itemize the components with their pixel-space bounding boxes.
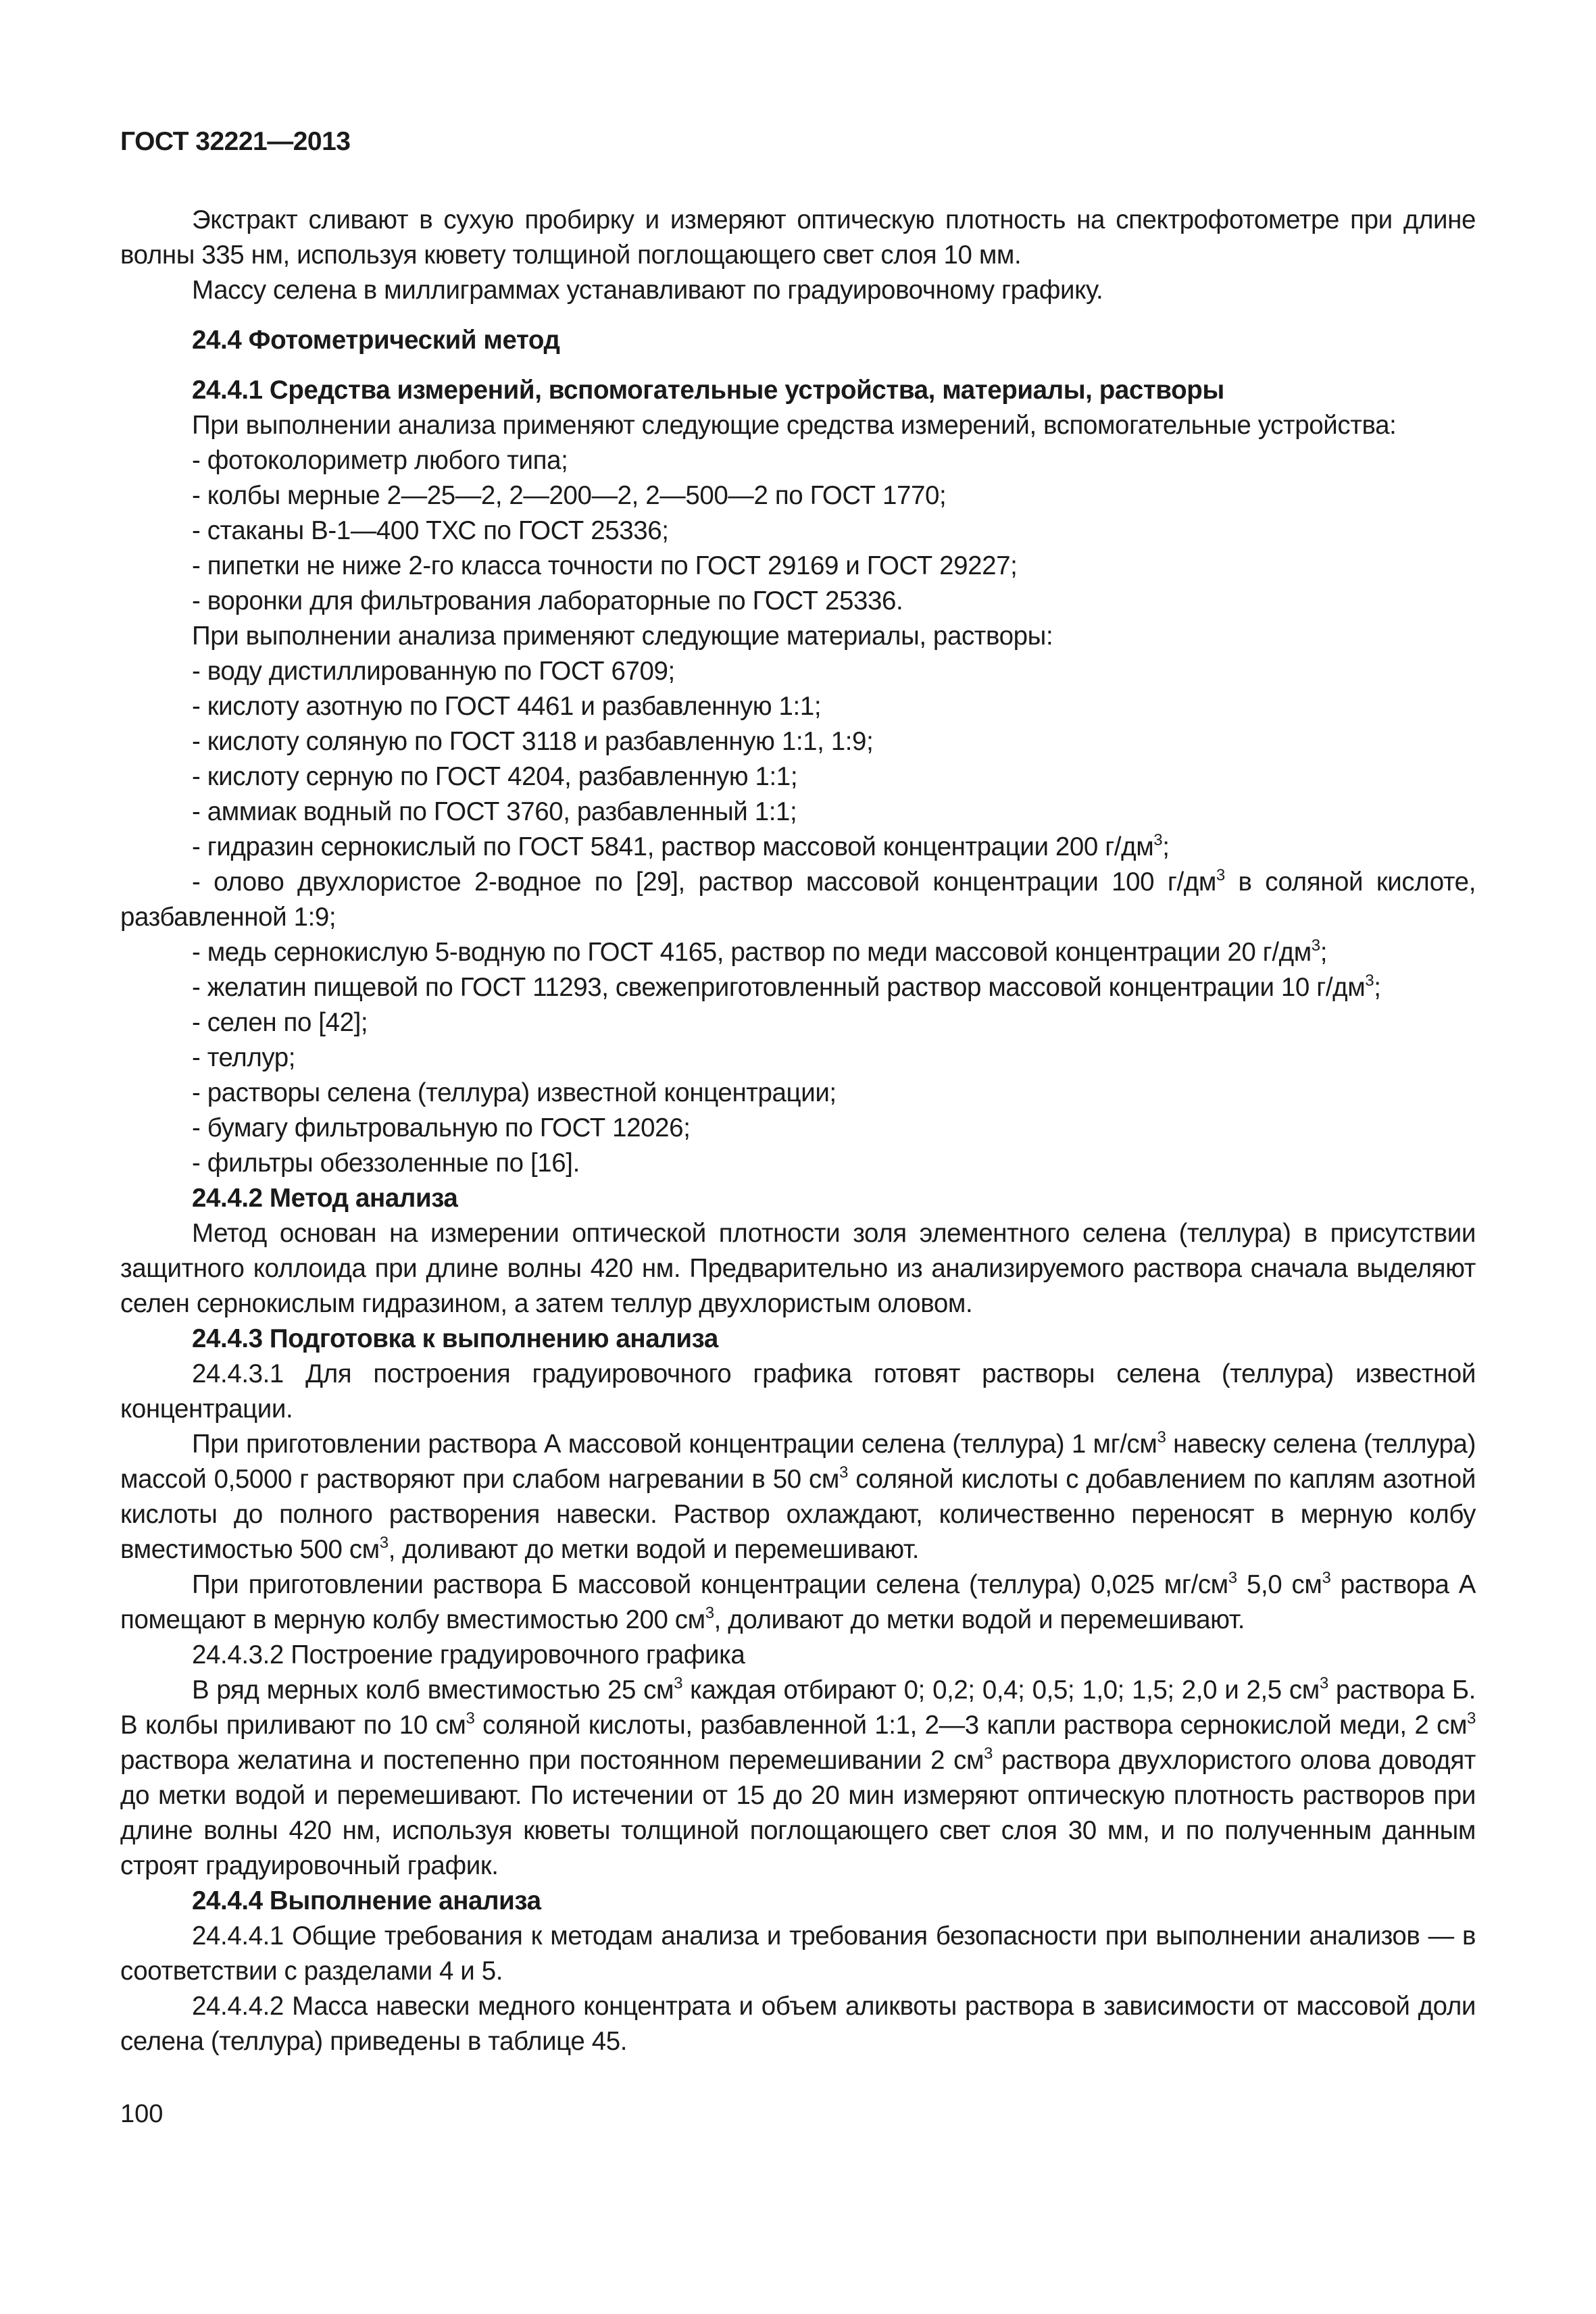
list-item-tin-chloride: - олово двухлористое 2-водное по [29], раствор массовой концентрации 100 $г/дм^3$ в соляной кислоте, разбавленной 1:9; [120,866,1476,932]
section-heading-24-4-2: 24.4.2 Метод анализа [192,1184,458,1213]
list-item-copper-sulfate: - медь сернокислую 5-водную по ГОСТ 4165, раствор по меди массовой концентрации 20 $г/дм^3$; [192,936,1328,967]
section-heading-24-4-3: 24.4.3 Подготовка к выполнению анализа [192,1324,718,1353]
paragraph-method: Метод основан на измерении оптической плотности золя элементного селена (теллура) в присутствии защитного коллоида при длине волны 420 нм. Предварительно из анализируемого раствора сначала выделяют селен сернокислым гидразином, а затем теллур двухлористым оловом. [120,1219,1476,1318]
paragraph-calibration: В ряд мерных колб вместимостью 25 $см^3$ каждая отбирают 0; 0,2; 0,4; 0,5; 1,0; 1,5; 2,0 и 2,5 $см^3$ раствора Б. В колбы приливают по 10 $см^3$ соляной кислоты, разбавленной 1:1, 2—3 капли раствора сернокислой меди, 2 $см^3$ раствора желатина и постепенно при постоянном перемешивании 2 $см^3$ раствора двухлористого олова доводят до метки водой и перемешивают. По истечении от 15 до 20 мин измеряют оптическую плотность растворов при длине волны 420 нм, используя кюветы толщиной поглощающего свет слоя 30 мм, и по полученным данным строят градуировочный график. [120,1674,1476,1880]
list-item: - фотоколориметр любого типа; [192,446,568,475]
list-item: - кислоту соляную по ГОСТ 3118 и разбавленную 1:1, 1:9; [192,727,874,756]
list-item: - фильтры обеззоленные по [16]. [192,1149,580,1178]
section-heading-24-4-1: 24.4.1 Средства измерений, вспомогательные устройства, материалы, растворы [192,376,1224,405]
list-item-hydrazine: - гидразин сернокислый по ГОСТ 5841, раствор массовой концентрации 200 $г/дм^3$; [192,831,1170,861]
paragraph-24-4-3-2: 24.4.3.2 Построение градуировочного графика [192,1640,745,1669]
list-item: - селен по [42]; [192,1008,368,1037]
section-heading-24-4: 24.4 Фотометрический метод [192,326,560,355]
list-item: - кислоту серную по ГОСТ 4204, разбавленную 1:1; [192,762,798,791]
list-item: - теллур; [192,1043,296,1072]
paragraph-solution-b: При приготовлении раствора Б массовой концентрации селена (теллура) 0,025 $мг/см^3$ 5,0 $см^3$ раствора А помещают в мерную колбу вместимостью 200 $см^3$, доливают до метки водой и перемешивают. [120,1569,1476,1634]
standard-header: ГОСТ 32221—2013 [120,127,351,156]
list-item-gelatin: - желатин пищевой по ГОСТ 11293, свежеприготовленный раствор массовой концентрации 10 $г/дм^3$; [192,972,1381,1002]
list-item: - аммиак водный по ГОСТ 3760, разбавленный 1:1; [192,797,797,826]
materials-intro: При выполнении анализа применяют следующие материалы, растворы: [192,622,1053,651]
paragraph-24-4-4-1: 24.4.4.1 Общие требования к методам анализа и требования безопасности при выполнении анализов — в соответствии с разделами 4 и 5. [120,1921,1476,1986]
list-item: - воду дистиллированную по ГОСТ 6709; [192,657,675,686]
list-item: - пипетки не ниже 2-го класса точности по ГОСТ 29169 и ГОСТ 29227; [192,551,1018,580]
paragraph-selenium-mass: Массу селена в миллиграммах устанавливают по градуировочному графику. [192,276,1103,305]
list-item: - воронки для фильтрования лабораторные по ГОСТ 25336. [192,586,903,615]
page-number: 100 [120,2100,164,2128]
list-item: - стаканы В-1—400 ТХС по ГОСТ 25336; [192,516,669,545]
list-item: - бумагу фильтровальную по ГОСТ 12026; [192,1113,691,1142]
instruments-intro: При выполнении анализа применяют следующие средства измерений, вспомогательные устройства: [192,411,1397,440]
paragraph-extract: Экстракт сливают в сухую пробирку и измеряют оптическую плотность на спектрофотометре при длине волны 335 нм, используя кювету толщиной поглощающего свет слоя 10 мм. [120,205,1476,270]
paragraph-24-4-4-2: 24.4.4.2 Масса навески медного концентрата и объем аликвоты раствора в зависимости от массовой доли селена (теллура) приведены в таблице 45. [120,1992,1476,2056]
list-item: - растворы селена (теллура) известной концентрации; [192,1078,837,1107]
page-body [120,203,1476,2059]
paragraph-24-4-3-1: 24.4.3.1 Для построения градуировочного графика готовят растворы селена (теллура) известной концентрации. [120,1359,1476,1424]
section-heading-24-4-4: 24.4.4 Выполнение анализа [192,1886,541,1915]
list-item: - кислоту азотную по ГОСТ 4461 и разбавленную 1:1; [192,692,822,721]
list-item: - колбы мерные 2—25—2, 2—200—2, 2—500—2 по ГОСТ 1770; [192,481,947,510]
paragraph-solution-a: При приготовлении раствора А массовой концентрации селена (теллура) 1 $мг/см^3$ навеску селена (теллура) массой 0,5000 г растворяют при слабом нагревании в 50 $см^3$ соляной кислоты с добавлением по каплям азотной кислоты до полного растворения навески. Раствор охлаждают, количественно переносят в мерную колбу вместимостью 500 $см^3$, доливают до метки водой и перемешивают. [120,1428,1476,1564]
